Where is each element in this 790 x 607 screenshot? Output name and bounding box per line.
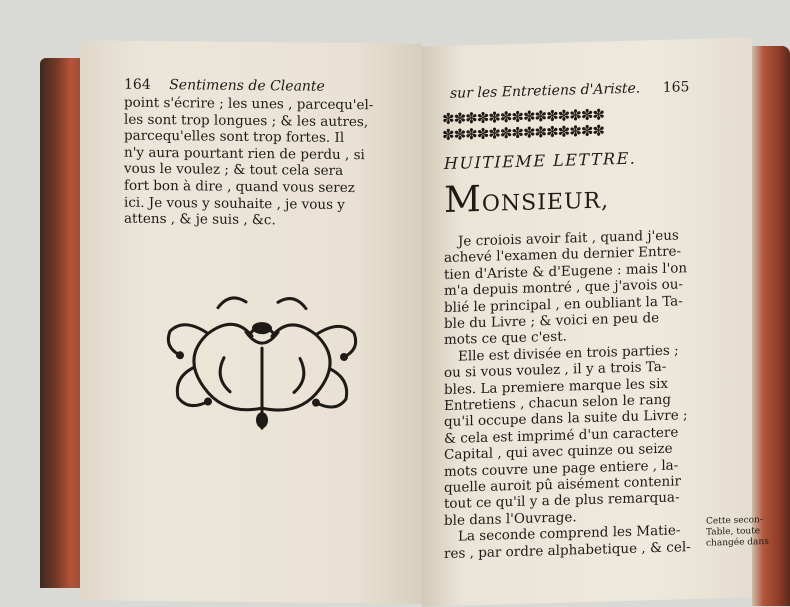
right-text-line: mots couvre une page entiere , la- xyxy=(444,457,679,480)
left-text-line: fort bon à dire , quand vous serez xyxy=(124,177,355,197)
ornament-row-second: ✽✽✽✽✽✽✽✽✽✽✽✽✽✽ xyxy=(442,121,604,145)
right-text-line: achevé l'examen du dernier Entre- xyxy=(444,243,682,267)
right-page-number: 165 xyxy=(662,79,690,96)
left-running-head xyxy=(124,77,325,95)
margin-note-line: Table, toute xyxy=(706,526,761,538)
margin-note-line: changée dans xyxy=(706,536,769,549)
left-text-line: n'y aura pourtant rien de perdu , si xyxy=(124,144,365,163)
book-cover-left xyxy=(40,58,84,588)
right-text-line: ble du Livre ; & voici en peu de xyxy=(444,309,660,332)
right-running-head xyxy=(450,79,689,102)
left-text-line: les sont trop longues ; & les autres, xyxy=(124,111,369,130)
salutation-rest: ONSIEUR, xyxy=(481,188,610,217)
right-text-line: quelle auroit pû aisément contenir xyxy=(444,473,681,496)
right-text-line: qu'il occupe dans la suite du Livre ; xyxy=(444,407,688,431)
left-head-title: Sentimens de Cleante xyxy=(169,77,325,95)
left-text-line: point s'écrire ; les unes , parcequ'el- xyxy=(124,94,374,114)
right-text-line: ble dans l'Ouvrage. xyxy=(444,509,577,529)
margin-note xyxy=(706,515,769,550)
right-text-line: tout ce qu'il y a de plus remarqua- xyxy=(444,489,680,513)
salutation xyxy=(444,175,609,221)
right-page xyxy=(422,37,769,606)
right-text-line: m'a depuis montré , que j'avois ou- xyxy=(444,276,683,300)
letter-title: HUITIEME LETTRE. xyxy=(444,148,637,173)
right-text-line: Elle est divisée en trois parties ; xyxy=(458,342,679,365)
right-text-line: ou si vous voulez , il y a trois Ta- xyxy=(444,358,667,382)
left-text-line: parcequ'elles sont trop fortes. Il xyxy=(124,127,345,147)
right-text-line: Capital , qui avec quinze ou seize xyxy=(444,440,673,464)
left-page xyxy=(80,40,422,604)
right-head-title: sur les Entretiens d'Ariste. xyxy=(450,80,641,102)
left-text-line: attens , & je suis , &c. xyxy=(124,210,276,229)
right-text-line: Entretiens , chacun selon le rang xyxy=(444,391,671,414)
floral-vignette xyxy=(164,287,360,431)
right-text-line: & cela est imprimé d'un caractere xyxy=(444,424,679,447)
right-text-line: bles. La premiere marque les six xyxy=(444,375,668,398)
right-text-line: tien d'Ariste & d'Eugene : mais l'on xyxy=(444,260,688,283)
open-book xyxy=(40,28,790,588)
right-text-line: mots ce que c'est. xyxy=(444,328,567,349)
right-text-line: blié le principal , en oubliant la Ta- xyxy=(444,292,683,316)
left-text-line: vous le voulez ; & tout cela sera xyxy=(124,161,344,180)
right-text-line: Je croiois avoir fait , quand j'eus xyxy=(458,227,679,250)
margin-note-line: Cette secon- xyxy=(706,515,763,527)
ornament-row: ✽✽✽✽✽✽✽✽✽✽✽✽✽✽ xyxy=(442,105,604,129)
right-text-line: res , par ordre alphabetique , & cel- xyxy=(444,538,691,562)
salutation-initial: M xyxy=(444,178,482,221)
left-page-number: 164 xyxy=(124,76,151,93)
right-text-line: La seconde comprend les Matie- xyxy=(458,522,681,545)
left-text-line: ici. Je vous y souhaite , je vous y xyxy=(124,194,345,213)
